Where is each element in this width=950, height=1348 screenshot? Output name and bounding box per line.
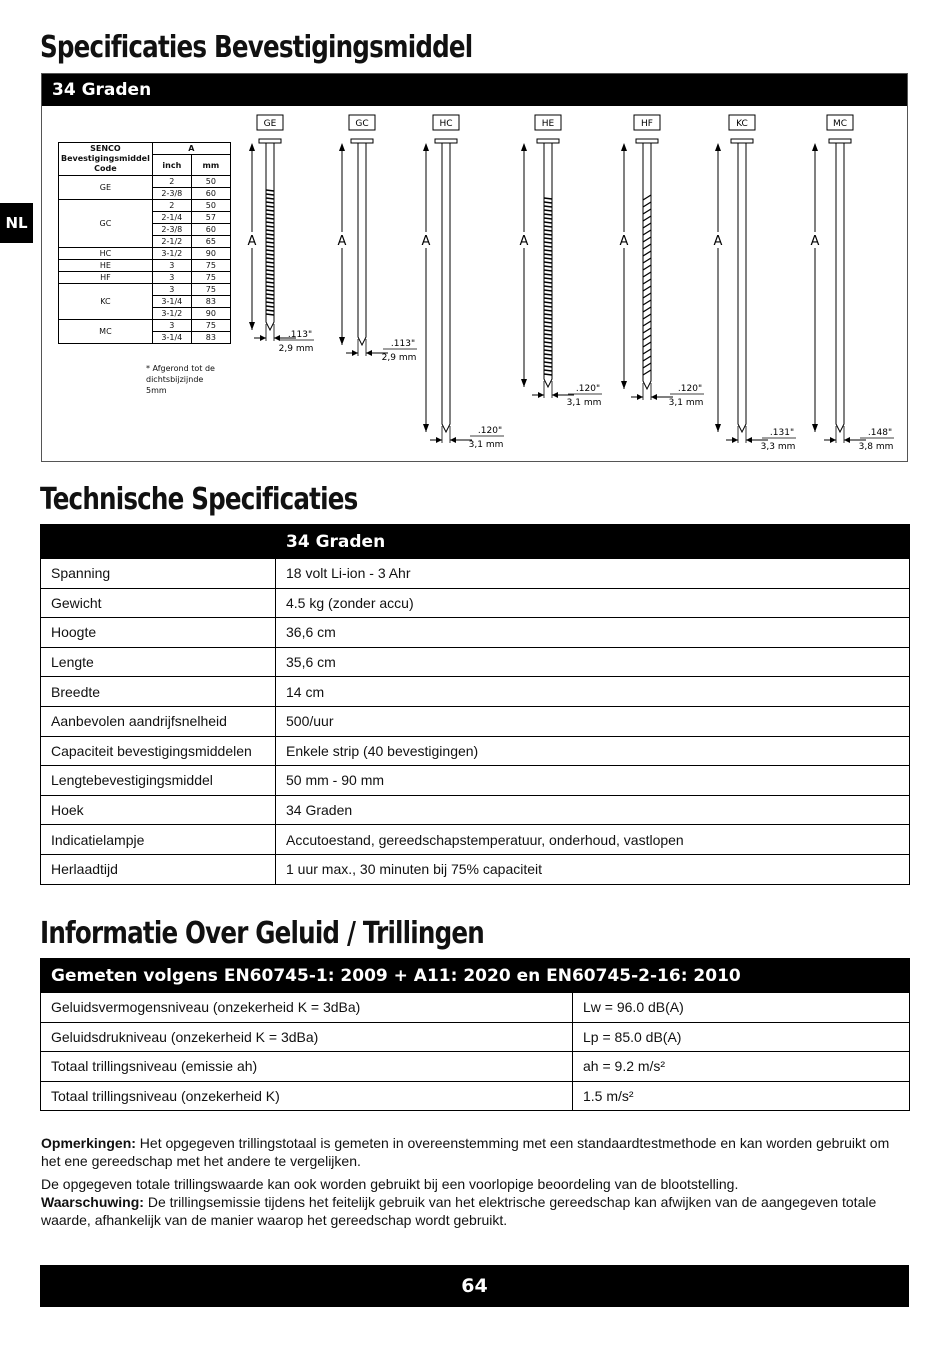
nail-ring — [266, 266, 274, 267]
technical-spec-value: Enkele strip (40 bevestigingen) — [276, 736, 910, 766]
nail-ring — [544, 366, 552, 367]
diameter-arrow-right — [746, 437, 752, 443]
nail-head — [537, 139, 559, 143]
senco-head-a: A — [152, 143, 230, 155]
nail-ring — [544, 234, 552, 235]
notes-label: Opmerkingen: — [41, 1135, 136, 1151]
diameter-mm-label: 2,9 mm — [381, 353, 417, 363]
notes-text: Het opgegeven trillingstotaal is gemeten in overeenstemming met een standaardtestmethode en kan worden gebruikt om het ene gereedschap met het andere te vergelijken. — [41, 1135, 890, 1169]
nail-ring — [266, 254, 274, 255]
technical-spec-row — [41, 677, 910, 707]
length-label: A — [713, 234, 723, 249]
nail-ring — [544, 266, 552, 267]
length-arrow-top — [249, 143, 255, 151]
noise-header-text: Gemeten volgens EN60745-1: 2009 + A11: 2020 en EN60745-2-16: 2010 — [41, 959, 910, 993]
diameter-arrow-right — [274, 335, 280, 341]
nail-head — [259, 139, 281, 143]
nail-ring — [544, 334, 552, 335]
nail-head — [731, 139, 753, 143]
nail-ring — [544, 226, 552, 227]
senco-inch-cell: 2 — [152, 176, 191, 188]
senco-head-code: SENCO Bevestigingsmiddel Code — [59, 143, 153, 176]
technical-spec-row — [41, 795, 910, 825]
nail-ring — [544, 314, 552, 315]
nail-shank — [836, 143, 844, 432]
nail-ring — [544, 218, 552, 219]
technical-spec-row — [41, 706, 910, 736]
page-number: 64 — [461, 1275, 488, 1297]
fastener-spec-bar: 34 Graden — [42, 74, 907, 106]
technical-spec-value: 18 volt Li-ion - 3 Ahr — [276, 559, 910, 589]
nail-ring — [544, 222, 552, 223]
length-arrow-bottom — [249, 322, 255, 330]
technical-spec-row — [41, 736, 910, 766]
page-footer — [40, 1265, 909, 1307]
nail-code-label: GC — [355, 119, 369, 129]
length-label: A — [619, 234, 629, 249]
nail-ring — [266, 206, 274, 207]
nail-code-label: HE — [541, 119, 555, 129]
senco-code-cell: KC — [59, 284, 153, 320]
senco-inch-cell: 3 — [152, 320, 191, 332]
diameter-arrow-left — [538, 392, 544, 398]
diameter-arrow-left — [637, 394, 643, 400]
technical-spec-label: Indicatielampje — [41, 825, 276, 855]
length-label: A — [421, 234, 431, 249]
noise-header-row — [41, 959, 910, 993]
length-label: A — [519, 234, 529, 249]
nail-ring — [544, 246, 552, 247]
rounding-footnote: * Afgerond tot de dichtsbijzijnde 5mm — [146, 364, 215, 395]
technical-spec-row — [41, 618, 910, 648]
noise-value: 1.5 m/s² — [573, 1081, 910, 1111]
nail-ring — [266, 246, 274, 247]
nail-code-label: HC — [439, 119, 453, 129]
senco-code-cell: GC — [59, 200, 153, 248]
technical-spec-header-blank — [41, 525, 276, 559]
language-tab-label: NL — [5, 214, 28, 232]
technical-spec-value: 34 Graden — [276, 795, 910, 825]
section-title-noise: Informatie Over Geluid / Trillingen — [40, 916, 484, 951]
senco-inch-cell: 3 — [152, 284, 191, 296]
nail-ring — [544, 346, 552, 347]
nail-ring — [544, 258, 552, 259]
technical-spec-label: Hoogte — [41, 618, 276, 648]
technical-spec-value: 36,6 cm — [276, 618, 910, 648]
nail-ring — [544, 362, 552, 363]
nail-ring — [266, 314, 274, 315]
nail-ring — [544, 238, 552, 239]
nail-ring — [544, 374, 552, 375]
nail-ring — [266, 198, 274, 199]
senco-inch-cell: 3 — [152, 260, 191, 272]
technical-spec-label: Gewicht — [41, 588, 276, 618]
notes-text-2: De opgegeven totale trillingswaarde kan ook worden gebruikt bij een voorlopige beoordeling van de blootstelling. — [41, 1176, 739, 1192]
diameter-mm-label: 3,1 mm — [468, 440, 504, 450]
nail-ring — [266, 302, 274, 303]
nail-code-label: GE — [263, 119, 277, 129]
senco-inch-cell: 3-1/2 — [152, 248, 191, 260]
noise-row — [41, 993, 910, 1023]
technical-spec-label: Hoek — [41, 795, 276, 825]
technical-spec-value: 50 mm - 90 mm — [276, 766, 910, 796]
nail-ring — [266, 234, 274, 235]
noise-row — [41, 1081, 910, 1111]
nail-ring — [266, 282, 274, 283]
nail-ring — [266, 190, 274, 191]
senco-head-inch: inch — [152, 155, 191, 176]
nail-ring — [544, 274, 552, 275]
noise-label: Geluidsdrukniveau (onzekerheid K = 3dBa) — [41, 1022, 573, 1052]
nail-ring — [544, 202, 552, 203]
diameter-inch-label: .120" — [477, 426, 503, 436]
nail-ring — [544, 294, 552, 295]
nail-shank — [358, 143, 366, 345]
length-label: A — [337, 234, 347, 249]
length-arrow-bottom — [339, 337, 345, 345]
noise-value: Lp = 85.0 dB(A) — [573, 1022, 910, 1052]
diameter-mm-label: 3,3 mm — [760, 442, 796, 452]
senco-mm-cell: 57 — [191, 212, 230, 224]
technical-spec-label: Herlaadtijd — [41, 854, 276, 884]
nail-ring — [544, 302, 552, 303]
nail-shank — [738, 143, 746, 432]
technical-spec-row — [41, 588, 910, 618]
nail-ring — [266, 238, 274, 239]
technical-spec-label: Spanning — [41, 559, 276, 589]
senco-code-cell: HC — [59, 248, 153, 260]
noise-row — [41, 1022, 910, 1052]
nail-head — [829, 139, 851, 143]
nail-ring — [544, 214, 552, 215]
length-arrow-bottom — [715, 424, 721, 432]
senco-mm-cell: 75 — [191, 260, 230, 272]
nail-ring — [544, 370, 552, 371]
nail-code-label: HF — [641, 119, 653, 129]
length-label: A — [247, 234, 257, 249]
nail-ring — [544, 262, 552, 263]
diameter-mm-label: 3,8 mm — [858, 442, 894, 452]
technical-spec-label: Lengtebevestigingsmiddel — [41, 766, 276, 796]
nail-diagrams — [0, 0, 950, 470]
length-arrow-top — [521, 143, 527, 151]
senco-code-cell: MC — [59, 320, 153, 344]
nail-ring — [266, 286, 274, 287]
diameter-mm-label: 3,1 mm — [668, 398, 704, 408]
nail-ring — [544, 330, 552, 331]
diameter-inch-label: .131" — [769, 428, 795, 438]
senco-inch-cell: 2-3/8 — [152, 188, 191, 200]
nail-ring — [544, 338, 552, 339]
technical-spec-table — [40, 524, 910, 885]
length-arrow-bottom — [521, 379, 527, 387]
nail-head — [636, 139, 658, 143]
noise-value: ah = 9.2 m/s² — [573, 1052, 910, 1082]
nail-ring — [266, 242, 274, 243]
technical-spec-value: 500/uur — [276, 706, 910, 736]
nail-head — [435, 139, 457, 143]
length-arrow-top — [812, 143, 818, 151]
notes-paragraph-2 — [41, 1175, 911, 1229]
diameter-arrow-left — [436, 437, 442, 443]
senco-inch-cell: 3-1/4 — [152, 296, 191, 308]
diameter-arrow-left — [352, 350, 358, 356]
nail-head — [351, 139, 373, 143]
nail-ring — [544, 282, 552, 283]
senco-mm-cell: 75 — [191, 272, 230, 284]
senco-code-cell: GE — [59, 176, 153, 200]
senco-mm-cell: 75 — [191, 284, 230, 296]
senco-mm-cell: 83 — [191, 332, 230, 344]
technical-spec-row — [41, 854, 910, 884]
senco-inch-cell: 2-3/8 — [152, 224, 191, 236]
nail-ring — [266, 274, 274, 275]
diameter-arrow-left — [732, 437, 738, 443]
nail-ring — [544, 230, 552, 231]
diameter-inch-label: .113" — [390, 339, 416, 349]
nail-ring — [544, 206, 552, 207]
diameter-inch-label: .120" — [575, 384, 601, 394]
senco-mm-cell: 90 — [191, 308, 230, 320]
nail-code-label: KC — [736, 119, 748, 129]
senco-mm-cell: 60 — [191, 188, 230, 200]
nail-ring — [266, 294, 274, 295]
diameter-inch-label: .113" — [287, 330, 313, 340]
nail-ring — [544, 298, 552, 299]
length-arrow-bottom — [812, 424, 818, 432]
length-arrow-top — [423, 143, 429, 151]
nail-ring — [544, 306, 552, 307]
noise-label: Totaal trillingsniveau (emissie ah) — [41, 1052, 573, 1082]
technical-spec-value: 14 cm — [276, 677, 910, 707]
nail-ring — [544, 290, 552, 291]
nail-code-label: MC — [832, 119, 848, 129]
nail-ring — [266, 202, 274, 203]
diameter-arrow-right — [366, 350, 372, 356]
warning-label: Waarschuwing: — [41, 1194, 144, 1210]
technical-spec-header-row — [41, 525, 910, 559]
nail-ring — [544, 310, 552, 311]
technical-spec-label: Lengte — [41, 647, 276, 677]
technical-spec-value: 4.5 kg (zonder accu) — [276, 588, 910, 618]
nail-ring — [544, 210, 552, 211]
nail-ring — [544, 326, 552, 327]
senco-mm-cell: 50 — [191, 200, 230, 212]
nail-ring — [266, 222, 274, 223]
technical-spec-row — [41, 559, 910, 589]
nail-ring — [266, 262, 274, 263]
nail-ring — [544, 286, 552, 287]
senco-mm-cell: 90 — [191, 248, 230, 260]
technical-spec-row — [41, 825, 910, 855]
noise-row — [41, 1052, 910, 1082]
diameter-inch-label: .148" — [867, 428, 893, 438]
diameter-inch-label: .120" — [677, 384, 703, 394]
length-arrow-bottom — [423, 424, 429, 432]
nail-ring — [266, 290, 274, 291]
nail-ring — [544, 322, 552, 323]
nail-ring — [266, 226, 274, 227]
noise-vibration-table — [40, 958, 910, 1111]
nail-ring — [544, 354, 552, 355]
senco-mm-cell: 75 — [191, 320, 230, 332]
noise-label: Geluidsvermogensniveau (onzekerheid K = 3dBa) — [41, 993, 573, 1023]
nail-ring — [544, 254, 552, 255]
diameter-mm-label: 2,9 mm — [278, 344, 314, 354]
senco-inch-cell: 3-1/2 — [152, 308, 191, 320]
senco-mm-cell: 60 — [191, 224, 230, 236]
technical-spec-value: Accutoestand, gereedschapstemperatuur, onderhoud, vastlopen — [276, 825, 910, 855]
diameter-arrow-right — [651, 394, 657, 400]
technical-spec-value: 35,6 cm — [276, 647, 910, 677]
length-arrow-top — [621, 143, 627, 151]
technical-spec-value: 1 uur max., 30 minuten bij 75% capaciteit — [276, 854, 910, 884]
technical-spec-label: Aanbevolen aandrijfsnelheid — [41, 706, 276, 736]
nail-ring — [544, 358, 552, 359]
technical-spec-row — [41, 766, 910, 796]
nail-ring — [266, 258, 274, 259]
nail-ring — [266, 218, 274, 219]
notes-paragraph-1 — [41, 1134, 911, 1170]
nail-ring — [266, 210, 274, 211]
senco-code-cell: HE — [59, 260, 153, 272]
senco-inch-cell: 3 — [152, 272, 191, 284]
senco-code-cell: HF — [59, 272, 153, 284]
technical-spec-label: Capaciteit bevestigingsmiddelen — [41, 736, 276, 766]
senco-mm-cell: 50 — [191, 176, 230, 188]
technical-spec-header-value: 34 Graden — [276, 525, 910, 559]
nail-ring — [266, 230, 274, 231]
diameter-arrow-left — [260, 335, 266, 341]
diameter-arrow-right — [844, 437, 850, 443]
noise-label: Totaal trillingsniveau (onzekerheid K) — [41, 1081, 573, 1111]
senco-inch-cell: 2-1/2 — [152, 236, 191, 248]
nail-ring — [266, 306, 274, 307]
nail-ring — [544, 342, 552, 343]
nail-ring — [544, 278, 552, 279]
length-label: A — [810, 234, 820, 249]
diameter-arrow-left — [830, 437, 836, 443]
section-title-technical: Technische Specificaties — [40, 482, 358, 517]
senco-inch-cell: 3-1/4 — [152, 332, 191, 344]
nail-ring — [266, 194, 274, 195]
diameter-mm-label: 3,1 mm — [566, 398, 602, 408]
senco-mm-cell: 65 — [191, 236, 230, 248]
warning-text: De trillingsemissie tijdens het feitelijk gebruik van het elektrische gereedschap kan afwijken van de aangegeven totale waarde, afhankelijk van de manier waarop het gereedschap wordt gebruikt. — [41, 1194, 877, 1228]
noise-value: Lw = 96.0 dB(A) — [573, 993, 910, 1023]
technical-spec-label: Breedte — [41, 677, 276, 707]
nail-ring — [544, 250, 552, 251]
technical-spec-row — [41, 647, 910, 677]
length-arrow-bottom — [621, 381, 627, 389]
nail-ring — [544, 350, 552, 351]
diameter-arrow-right — [552, 392, 558, 398]
nail-ring — [544, 270, 552, 271]
nail-shank — [442, 143, 450, 432]
section-title-fasteners: Specificaties Bevestigingsmiddel — [40, 30, 473, 65]
diameter-arrow-right — [450, 437, 456, 443]
nail-ring — [266, 278, 274, 279]
senco-head-mm: mm — [191, 155, 230, 176]
nail-ring — [544, 198, 552, 199]
nail-ring — [266, 270, 274, 271]
length-arrow-top — [339, 143, 345, 151]
length-arrow-top — [715, 143, 721, 151]
nail-ring — [544, 318, 552, 319]
notes-block — [41, 1134, 911, 1234]
nail-ring — [266, 214, 274, 215]
senco-mm-cell: 83 — [191, 296, 230, 308]
nail-ring — [266, 310, 274, 311]
senco-inch-cell: 2 — [152, 200, 191, 212]
senco-inch-cell: 2-1/4 — [152, 212, 191, 224]
nail-ring — [266, 250, 274, 251]
nail-ring — [266, 298, 274, 299]
nail-ring — [544, 242, 552, 243]
